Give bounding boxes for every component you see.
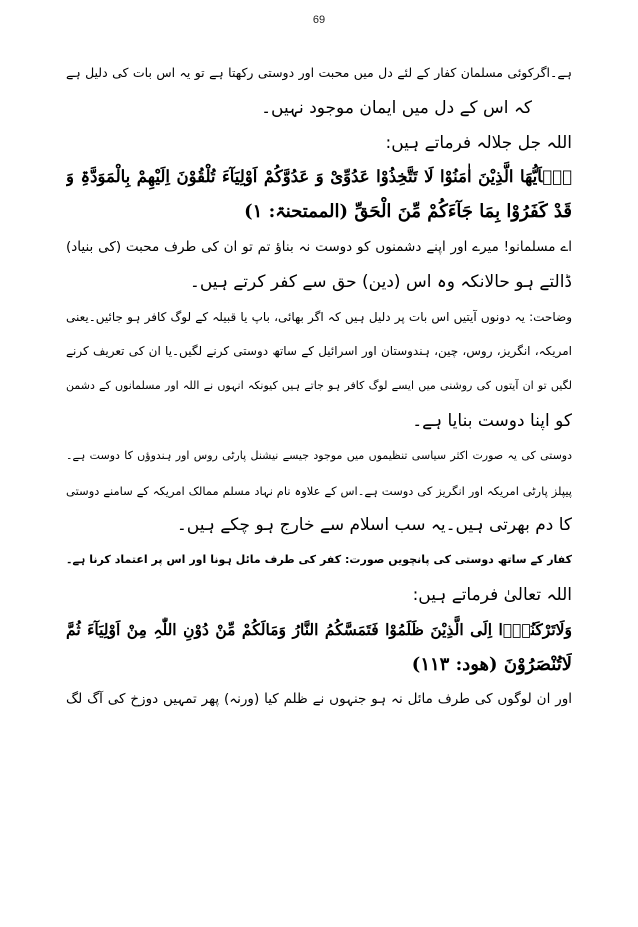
page-body (66, 56, 572, 717)
text-line: اللہ جل جلالہ فرماتے ہیں: (385, 132, 572, 153)
text-line: دوستی کی یہ صورت اکثر سیاسی تنظیموں میں موجود جیسے نیشنل پارٹی روس اور ہندوؤں کا دوست ہے۔ (66, 448, 572, 462)
text-line: امریکہ، انگریز، روس، چین، ہندوستان اور اسرائیل کے ساتھ دوستی کرنے لگیں۔یا ان کی تعریف کرنے (66, 344, 572, 359)
quran-verse-line: یٰۤاَیُّھَا الَّذِیْنَ اٰمَنُوْا لَا تَتَّخِذُوْا عَدُوِّیْ وَ عَدُوَّکُمْ اَوْلِیَآءَ تُلْقُوْنَ اِلَیْھِمْ بِالْمَوَدَّۃِ وَ (66, 167, 572, 187)
translation-line: اور ان لوگوں کی طرف مائل نہ ہو جنہوں نے ظلم کیا (ورنہ) پھر تمہیں دوزخ کی آگ لگ (66, 691, 572, 708)
text-line: کا دم بھرتی ہیں۔یہ سب اسلام سے خارج ہو چکے ہیں۔ (176, 515, 572, 536)
quran-verse-line: لَاتُنْصَرُوْنَ (ھود: ۱۱۳) (411, 653, 572, 675)
text-line: کو اپنا دوست بنایا ہے۔ (412, 410, 572, 431)
text-line: ہے۔اگرکوئی مسلمان کفار کے لئے دل میں محبت اور دوستی رکھتا ہے تو یہ اس بات کی دلیل ہے (66, 65, 572, 80)
text-line: وضاحت: یہ دونوں آیتیں اس بات پر دلیل ہیں کہ اگر بھائی، باپ یا قبیلہ کے لوگ کافر ہو جائیں۔یعنی (66, 309, 572, 324)
translation-line: ڈالتے ہو حالانکہ وہ اس (دین) حق سے کفر کرتے ہیں۔ (189, 271, 572, 292)
page-number: 69 (312, 14, 326, 26)
translation-line: اے مسلمانو! میرے اور اپنے دشمنوں کو دوست نہ بناؤ تم تو ان کی طرف محبت (کی بنیاد) (66, 238, 572, 255)
section-heading: کفار کے ساتھ دوستی کی پانچویں صورت: کفر کی طرف مائل ہونا اور اس پر اعتماد کرنا ہے۔ (66, 553, 572, 567)
text-line: اللہ تعالیٰ فرماتے ہیں: (412, 584, 572, 605)
quran-verse-line: قَدْ کَفَرُوْا بِمَا جَآءَکُمْ مِّنَ الْحَقِّ (الممتحنۃ: ۱) (244, 201, 572, 223)
text-line: پیپلز پارٹی امریکہ اور انگریز کی دوست ہے۔اس کے علاوہ نام نہاد مسلم ممالک امریکہ کے سامنے دوستی (66, 483, 572, 498)
quran-verse-line: وَلَاتَرْکَنُوْۤا اِلَی الَّذِیْنَ ظَلَمُوْا فَتَمَسَّکُمُ النَّارُ وَمَالَکُمْ مِّنْ دُوْنِ اللّٰہِ مِنْ اَوْلِیَآءَ ثُمَّ (66, 619, 572, 639)
text-line: لگیں تو ان آیتوں کی روشنی میں ایسے لوگ کافر ہو جاتے ہیں کیونکہ انہوں نے اللہ اور مسلمانوں کے دشمن (66, 379, 572, 393)
text-line: کہ اس کے دل میں ایمان موجود نہیں۔ (261, 97, 532, 118)
